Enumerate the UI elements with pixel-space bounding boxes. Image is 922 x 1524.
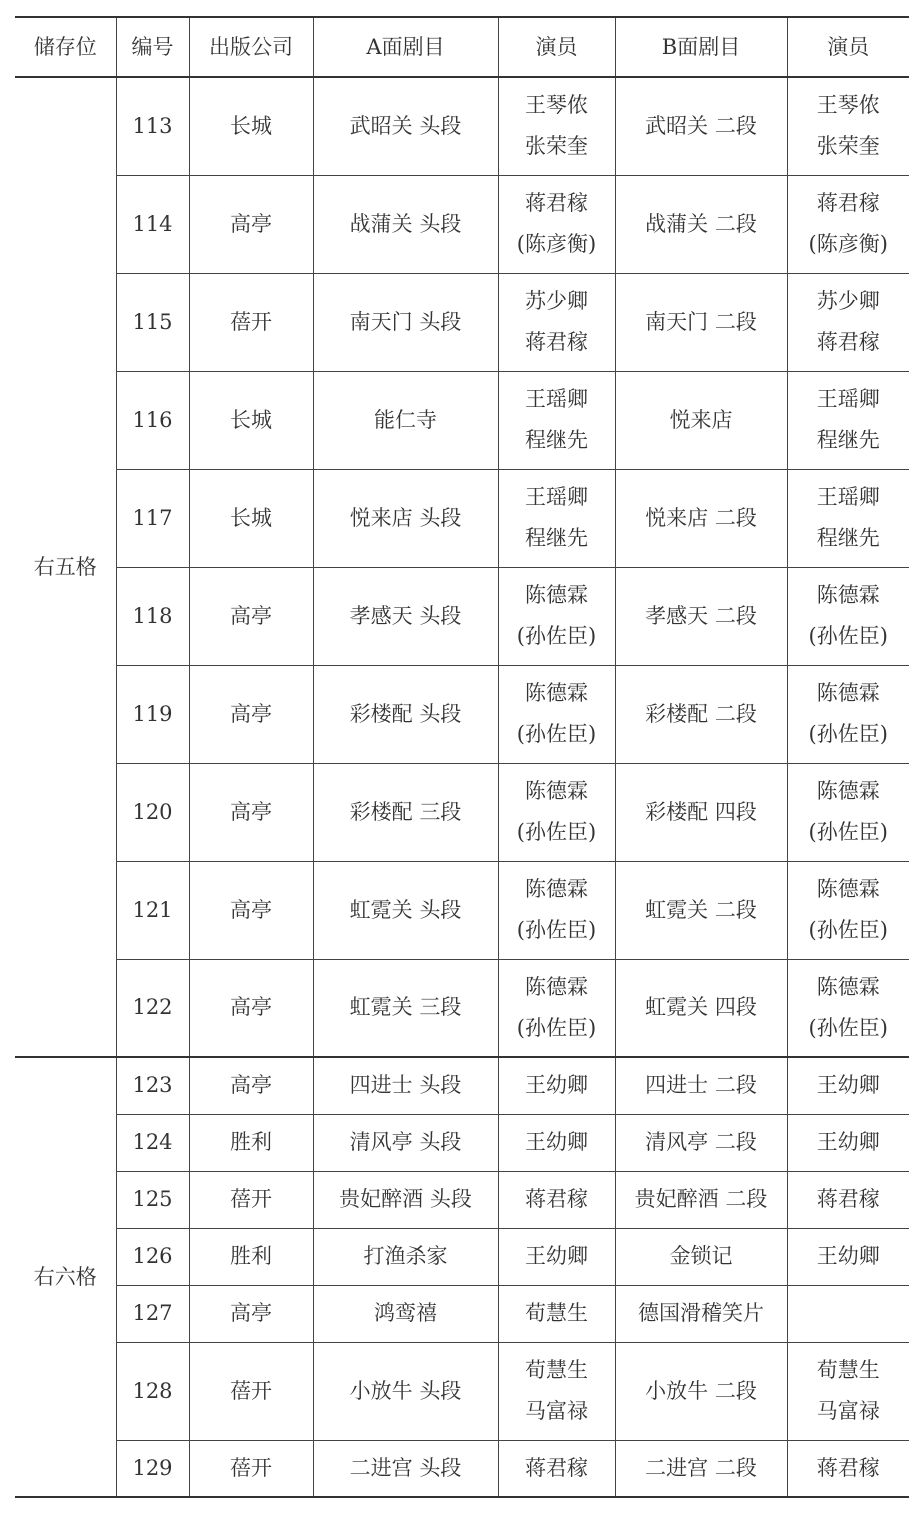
table-row xyxy=(15,175,909,273)
a-side-actors-cell xyxy=(498,469,615,567)
table-header xyxy=(15,17,909,77)
actor-name: (孙佐臣) xyxy=(808,624,888,648)
b-side-actors-cell xyxy=(787,1285,909,1342)
actor-name: 陈德霖 xyxy=(525,583,588,607)
actor-name: 程继先 xyxy=(525,526,588,550)
b-side-actors-cell xyxy=(787,861,909,959)
header-b-side-title: B面剧目 xyxy=(615,17,787,77)
a-side-title-cell: 战蒲关 头段 xyxy=(313,175,498,273)
table-row xyxy=(15,371,909,469)
a-side-actors-cell xyxy=(498,371,615,469)
publisher-cell: 长城 xyxy=(189,469,313,567)
b-side-actors-cell xyxy=(787,665,909,763)
a-side-title-cell: 二进宫 头段 xyxy=(313,1440,498,1497)
a-side-title-cell: 小放牛 头段 xyxy=(313,1342,498,1440)
table-row xyxy=(15,273,909,371)
b-side-title-cell: 德国滑稽笑片 xyxy=(615,1285,787,1342)
a-side-title-cell: 虹霓关 头段 xyxy=(313,861,498,959)
a-side-actors-cell xyxy=(498,1057,615,1114)
table-row xyxy=(15,1171,909,1228)
table-row xyxy=(15,1228,909,1285)
header-number: 编号 xyxy=(116,17,189,77)
b-side-title-cell: 彩楼配 二段 xyxy=(615,665,787,763)
a-side-title-cell: 贵妃醉酒 头段 xyxy=(313,1171,498,1228)
a-side-actors-cell xyxy=(498,861,615,959)
publisher-cell: 长城 xyxy=(189,371,313,469)
actor-name: 王瑶卿 xyxy=(816,485,880,509)
b-side-title-cell: 二进宫 二段 xyxy=(615,1440,787,1497)
a-side-actors-cell xyxy=(498,77,615,175)
publisher-cell: 蓓开 xyxy=(189,1440,313,1497)
a-side-actors-cell xyxy=(498,959,615,1057)
a-side-actors-cell xyxy=(498,665,615,763)
actor-name: 陈德霖 xyxy=(816,583,880,607)
actor-name: 陈德霖 xyxy=(816,779,880,803)
b-side-title-cell: 金锁记 xyxy=(615,1228,787,1285)
a-side-actors-cell xyxy=(498,567,615,665)
record-number-cell: 128 xyxy=(116,1342,189,1440)
header-a-side-actors: 演员 xyxy=(498,17,615,77)
table-row xyxy=(15,763,909,861)
actor-name: 程继先 xyxy=(816,428,880,452)
b-side-title-cell: 虹霓关 二段 xyxy=(615,861,787,959)
actor-name: 蒋君稼 xyxy=(816,191,880,215)
b-side-title-cell: 孝感天 二段 xyxy=(615,567,787,665)
b-side-actors-cell xyxy=(787,763,909,861)
b-side-actors-cell xyxy=(787,1440,909,1497)
actor-name: (孙佐臣) xyxy=(516,1015,597,1040)
b-side-title-cell: 悦来店 xyxy=(615,371,787,469)
table-row xyxy=(15,861,909,959)
b-side-title-cell: 虹霓关 四段 xyxy=(615,959,787,1057)
actor-name: 蒋君稼 xyxy=(525,1187,588,1211)
a-side-actors-cell xyxy=(498,1114,615,1171)
b-side-title-cell: 贵妃醉酒 二段 xyxy=(615,1171,787,1228)
b-side-actors-cell xyxy=(787,175,909,273)
actor-name: 程继先 xyxy=(525,428,588,452)
actor-name: (陈彦衡) xyxy=(808,232,888,256)
a-side-title-cell: 彩楼配 三段 xyxy=(313,763,498,861)
actor-name: 张荣奎 xyxy=(525,134,588,159)
actor-name: 荀慧生 xyxy=(525,1301,588,1325)
table-row xyxy=(15,567,909,665)
b-side-title-cell: 武昭关 二段 xyxy=(615,77,787,175)
b-side-title-cell: 南天门 二段 xyxy=(615,273,787,371)
a-side-title-cell: 打渔杀家 xyxy=(313,1228,498,1285)
header-storage-position: 储存位 xyxy=(15,17,116,77)
actor-name: 张荣奎 xyxy=(816,134,880,159)
b-side-actors-cell xyxy=(787,959,909,1057)
record-number-cell: 123 xyxy=(116,1057,189,1114)
header-b-side-actors: 演员 xyxy=(787,17,909,77)
record-number-cell: 114 xyxy=(116,175,189,273)
actor-name: 王琴侬 xyxy=(525,93,588,118)
record-number-cell: 113 xyxy=(116,77,189,175)
a-side-actors-cell xyxy=(498,1171,615,1228)
storage-group-right-6 xyxy=(15,1057,909,1497)
a-side-title-cell: 清风亭 头段 xyxy=(313,1114,498,1171)
a-side-actors-cell xyxy=(498,1228,615,1285)
actor-name: 荀慧生 xyxy=(525,1358,588,1382)
actor-name: 陈德霖 xyxy=(816,681,880,705)
b-side-title-cell: 悦来店 二段 xyxy=(615,469,787,567)
record-number-cell: 120 xyxy=(116,763,189,861)
a-side-actors-cell xyxy=(498,763,615,861)
publisher-cell: 高亭 xyxy=(189,861,313,959)
publisher-cell: 高亭 xyxy=(189,959,313,1057)
actor-name: 马富禄 xyxy=(816,1399,880,1423)
b-side-actors-cell xyxy=(787,1171,909,1228)
a-side-title-cell: 武昭关 头段 xyxy=(313,77,498,175)
b-side-actors-cell xyxy=(787,469,909,567)
actor-name: 蒋君稼 xyxy=(816,1187,880,1211)
actor-name: 王瑶卿 xyxy=(816,387,880,411)
actor-name: 荀慧生 xyxy=(816,1358,880,1382)
b-side-actors-cell xyxy=(787,1057,909,1114)
actor-name: (孙佐臣) xyxy=(808,1015,888,1040)
b-side-title-cell: 战蒲关 二段 xyxy=(615,175,787,273)
actor-name: 王幼卿 xyxy=(525,1073,588,1098)
record-catalog-table xyxy=(15,16,909,1498)
actor-name: 马富禄 xyxy=(525,1399,588,1423)
table-row xyxy=(15,77,909,175)
actor-name: 王琴侬 xyxy=(816,93,880,118)
actor-name: 蒋君稼 xyxy=(525,191,588,215)
record-number-cell: 121 xyxy=(116,861,189,959)
b-side-actors-cell xyxy=(787,1114,909,1171)
actor-name: 陈德霖 xyxy=(816,974,880,999)
actor-name: (陈彦衡) xyxy=(516,232,597,256)
a-side-title-cell: 彩楼配 头段 xyxy=(313,665,498,763)
b-side-actors-cell xyxy=(787,567,909,665)
actor-name: 苏少卿 xyxy=(525,289,588,313)
actor-name: (孙佐臣) xyxy=(808,918,888,942)
record-number-cell: 116 xyxy=(116,371,189,469)
actor-name: 蒋君稼 xyxy=(816,1455,880,1480)
record-number-cell: 127 xyxy=(116,1285,189,1342)
a-side-actors-cell xyxy=(498,175,615,273)
actor-name: 王幼卿 xyxy=(525,1130,588,1154)
publisher-cell: 高亭 xyxy=(189,1057,313,1114)
record-number-cell: 119 xyxy=(116,665,189,763)
a-side-actors-cell xyxy=(498,1342,615,1440)
a-side-title-cell: 孝感天 头段 xyxy=(313,567,498,665)
table-row xyxy=(15,959,909,1057)
actor-name: 王瑶卿 xyxy=(525,387,588,411)
record-number-cell: 129 xyxy=(116,1440,189,1497)
table-row xyxy=(15,1057,909,1114)
b-side-actors-cell xyxy=(787,77,909,175)
actor-name: 陈德霖 xyxy=(525,681,588,705)
record-number-cell: 124 xyxy=(116,1114,189,1171)
record-number-cell: 126 xyxy=(116,1228,189,1285)
actor-name: (孙佐臣) xyxy=(808,722,888,746)
table-row xyxy=(15,1440,909,1497)
a-side-actors-cell xyxy=(498,1285,615,1342)
publisher-cell: 高亭 xyxy=(189,665,313,763)
actor-name: 陈德霖 xyxy=(525,877,588,901)
actor-name: 王幼卿 xyxy=(816,1244,880,1268)
table-row xyxy=(15,1285,909,1342)
b-side-actors-cell xyxy=(787,1228,909,1285)
publisher-cell: 高亭 xyxy=(189,1285,313,1342)
table-row xyxy=(15,469,909,567)
publisher-cell: 蓓开 xyxy=(189,1171,313,1228)
actor-name: 陈德霖 xyxy=(525,779,588,803)
publisher-cell: 胜利 xyxy=(189,1228,313,1285)
actor-name: 蒋君稼 xyxy=(816,330,880,354)
table-row xyxy=(15,1342,909,1440)
storage-position-cell: 右六格 xyxy=(15,1057,116,1497)
a-side-title-cell: 能仁寺 xyxy=(313,371,498,469)
storage-group-right-5 xyxy=(15,77,909,1057)
record-number-cell: 117 xyxy=(116,469,189,567)
b-side-actors-cell xyxy=(787,273,909,371)
actor-name: 王幼卿 xyxy=(816,1073,880,1098)
a-side-title-cell: 悦来店 头段 xyxy=(313,469,498,567)
b-side-title-cell: 四进士 二段 xyxy=(615,1057,787,1114)
storage-position-cell: 右五格 xyxy=(15,77,116,1057)
a-side-actors-cell xyxy=(498,273,615,371)
b-side-title-cell: 小放牛 二段 xyxy=(615,1342,787,1440)
actor-name: (孙佐臣) xyxy=(808,820,888,844)
actor-name: 陈德霖 xyxy=(816,877,880,901)
actor-name: 王幼卿 xyxy=(525,1244,588,1268)
publisher-cell: 蓓开 xyxy=(189,273,313,371)
actor-name: (孙佐臣) xyxy=(516,624,597,648)
header-publisher: 出版公司 xyxy=(189,17,313,77)
a-side-title-cell: 虹霓关 三段 xyxy=(313,959,498,1057)
record-number-cell: 115 xyxy=(116,273,189,371)
a-side-title-cell: 鸿鸾禧 xyxy=(313,1285,498,1342)
record-number-cell: 118 xyxy=(116,567,189,665)
publisher-cell: 高亭 xyxy=(189,175,313,273)
actor-name: 蒋君稼 xyxy=(525,1455,588,1480)
actor-name: (孙佐臣) xyxy=(516,918,597,942)
actor-name: 王幼卿 xyxy=(816,1130,880,1154)
b-side-actors-cell xyxy=(787,1342,909,1440)
actor-name: 王瑶卿 xyxy=(525,485,588,509)
publisher-cell: 蓓开 xyxy=(189,1342,313,1440)
record-number-cell: 125 xyxy=(116,1171,189,1228)
table-row xyxy=(15,665,909,763)
b-side-title-cell: 彩楼配 四段 xyxy=(615,763,787,861)
header-row xyxy=(15,17,909,77)
publisher-cell: 高亭 xyxy=(189,567,313,665)
actor-name: 蒋君稼 xyxy=(525,330,588,354)
b-side-actors-cell xyxy=(787,371,909,469)
actor-name: (孙佐臣) xyxy=(516,722,597,746)
actor-name: 程继先 xyxy=(816,526,880,550)
b-side-title-cell: 清风亭 二段 xyxy=(615,1114,787,1171)
a-side-title-cell: 四进士 头段 xyxy=(313,1057,498,1114)
a-side-actors-cell xyxy=(498,1440,615,1497)
publisher-cell: 胜利 xyxy=(189,1114,313,1171)
header-a-side-title: A面剧目 xyxy=(313,17,498,77)
record-number-cell: 122 xyxy=(116,959,189,1057)
publisher-cell: 高亭 xyxy=(189,763,313,861)
actor-name: 苏少卿 xyxy=(816,289,880,313)
actor-name: 陈德霖 xyxy=(525,974,588,999)
publisher-cell: 长城 xyxy=(189,77,313,175)
a-side-title-cell: 南天门 头段 xyxy=(313,273,498,371)
table-row xyxy=(15,1114,909,1171)
actor-name: (孙佐臣) xyxy=(516,820,597,844)
